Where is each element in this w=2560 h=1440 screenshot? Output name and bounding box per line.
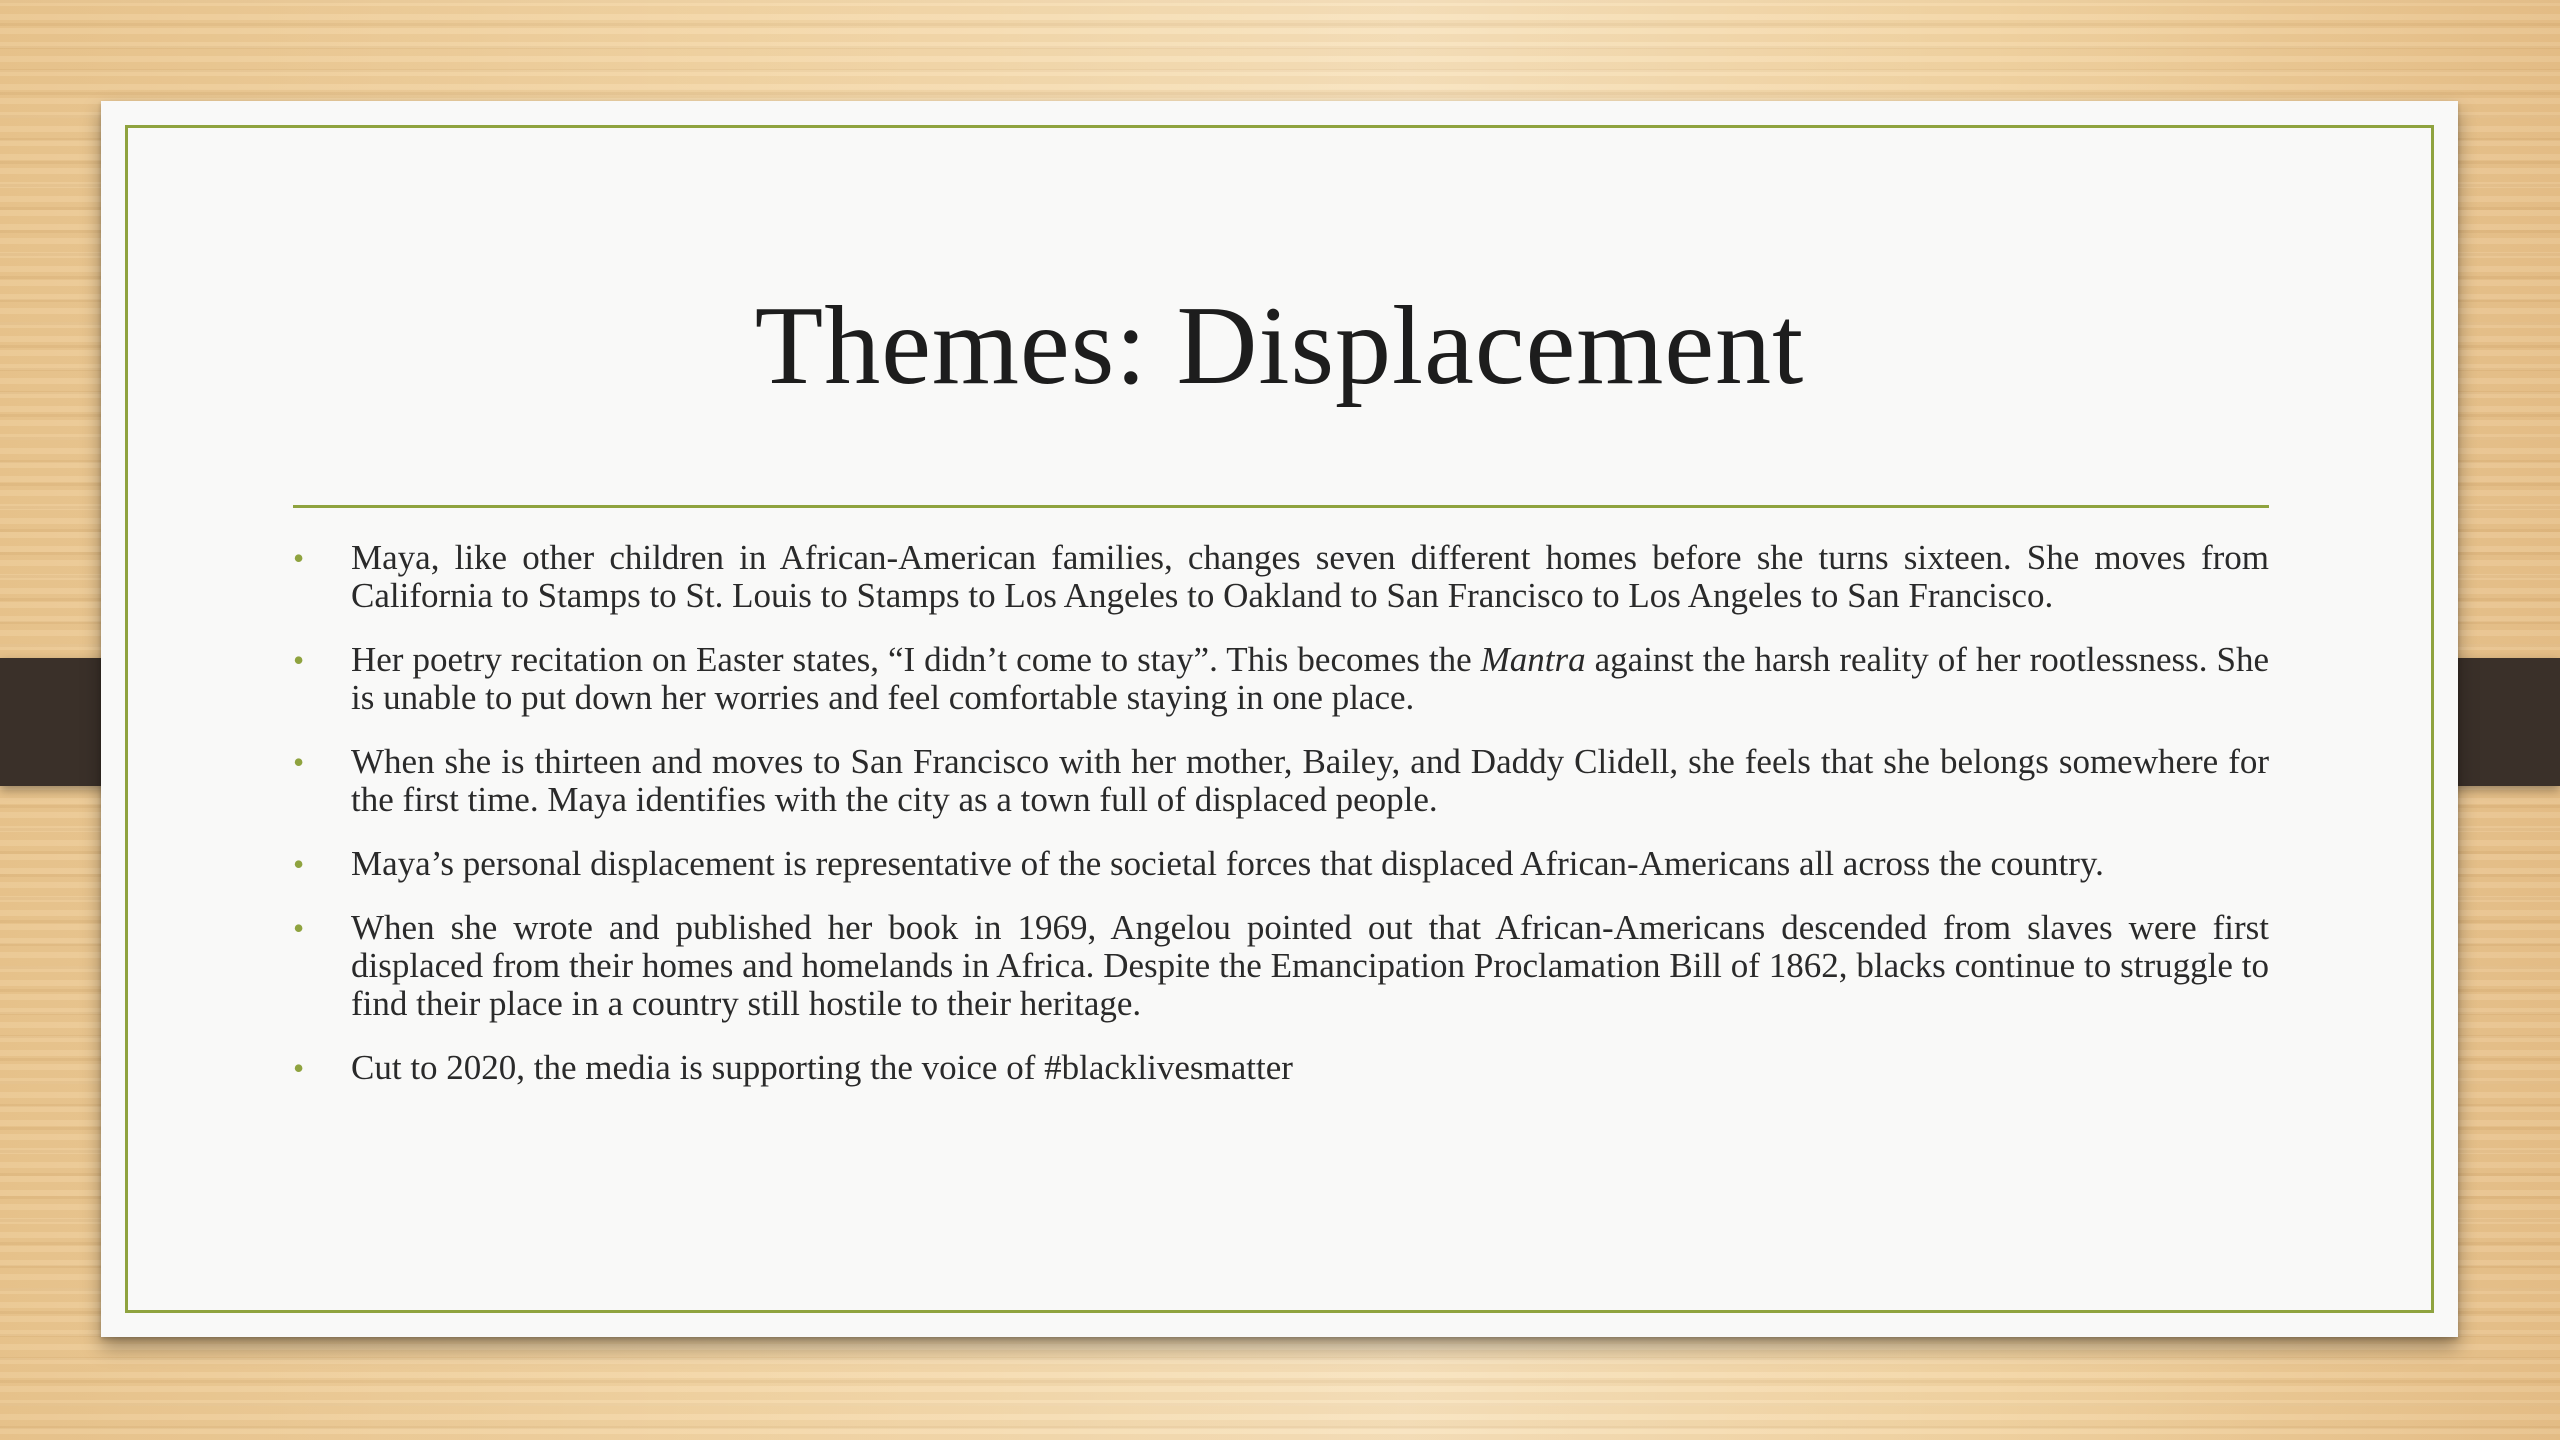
bullet-item-3 — [293, 743, 2269, 819]
slide-card — [101, 101, 2458, 1337]
bullet-item-4 — [293, 845, 2269, 883]
bullet-list — [293, 539, 2269, 1113]
bullet-dot-icon: • — [293, 744, 305, 780]
bullet-dot-icon: • — [293, 540, 305, 576]
slide-title: Themes: Displacement — [754, 284, 1805, 408]
bullet-text: Maya’s personal displacement is representative of the societal forces that displaced African-Americans all across the country. — [351, 844, 2104, 883]
title-divider — [293, 505, 2269, 508]
bullet-text-after: against the harsh reality of her rootlessness. She is unable to put down her worries and feel comfortable staying in one place. — [351, 640, 2269, 717]
bullet-dot-icon: • — [293, 642, 305, 678]
bullet-text: Maya, like other children in African-American families, changes seven different homes before she turns sixteen. She moves from California to Stamps to St. Louis to Stamps to Los Angeles to Oakland to San Francisco to Los Angeles to San Francisco. — [351, 538, 2269, 615]
bullet-text: When she wrote and published her book in 1969, Angelou pointed out that African-Americans descended from slaves were first displaced from their homes and homelands in Africa. Despite the Emancipation Proclamation Bill of 1862, blacks continue to struggle to find their place in a country still hostile to their heritage. — [351, 908, 2269, 1023]
bullet-text-before: Her poetry recitation on Easter states, “I didn’t come to stay”. This becomes the — [351, 640, 1481, 679]
bullet-dot-icon: • — [293, 910, 305, 946]
bullet-text: Cut to 2020, the media is supporting the voice of #blacklivesmatter — [351, 1048, 1293, 1087]
bullet-dot-icon: • — [293, 846, 305, 882]
bullet-item-6 — [293, 1049, 2269, 1087]
bullet-dot-icon: • — [293, 1050, 305, 1086]
bullet-item-1 — [293, 539, 2269, 615]
bullet-text-italic: Mantra — [1480, 640, 1586, 679]
bullet-item-5 — [293, 909, 2269, 1023]
bullet-item-2 — [293, 641, 2269, 717]
bullet-text: When she is thirteen and moves to San Francisco with her mother, Bailey, and Daddy Clidell, she feels that she belongs somewhere for the first time. Maya identifies with the city as a town full of displaced people. — [351, 742, 2269, 819]
